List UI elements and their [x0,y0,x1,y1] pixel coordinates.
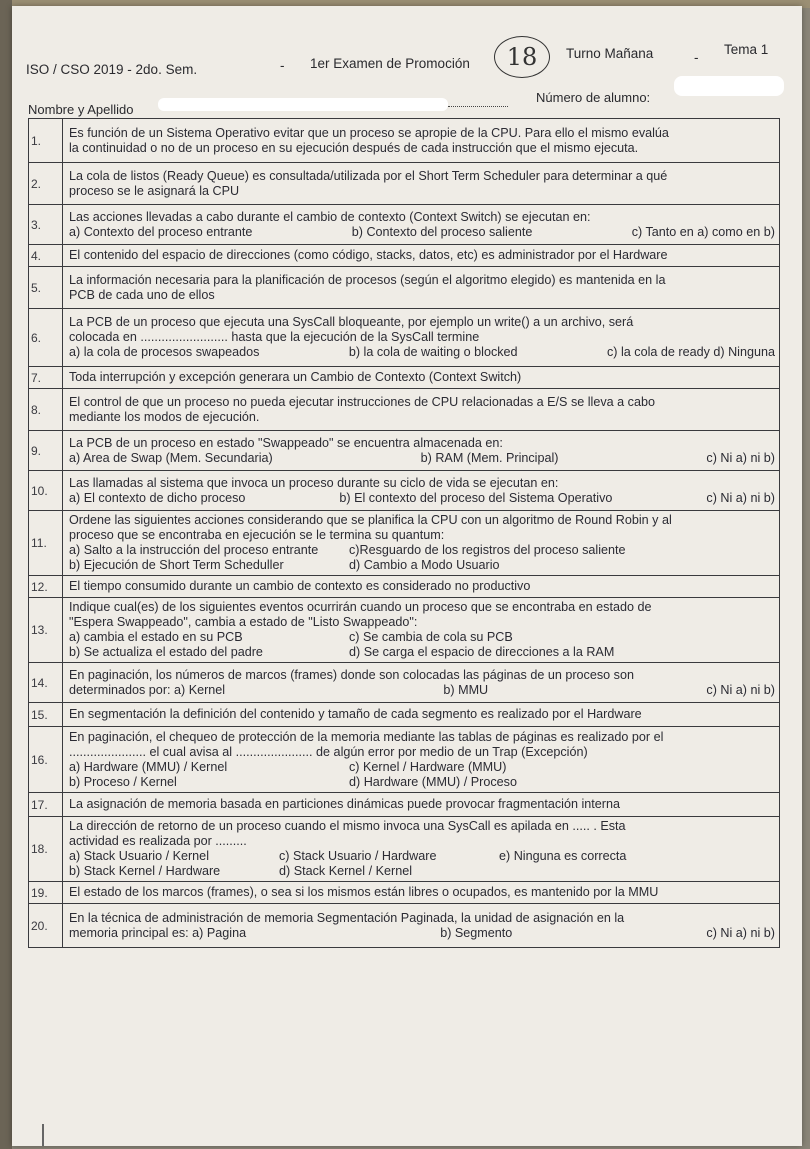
redacted-student-number [674,76,784,96]
exam-sheet [12,6,802,1146]
answer-option: d) Stack Kernel / Kernel [279,864,412,878]
question-row [29,793,780,817]
question-number: 3. [29,205,63,245]
answer-option: memoria principal es: a) Pagina [69,925,247,940]
topic-label: Tema 1 [724,42,769,57]
question-line: La asignación de memoria basada en particiones dinámicas puede provocar fragmentación interna [69,797,620,811]
answer-option: b) Stack Kernel / Hardware [69,864,221,878]
answer-option: b) Contexto del proceso saliente [351,224,533,239]
header-separator: - [280,58,285,73]
answer-option: a) Hardware (MMU) / Kernel [69,759,228,774]
answer-option: b) Ejecución de Short Term Scheduller [69,558,284,572]
margin-mark [42,1124,44,1146]
answer-option: b) Se actualiza el estado del padre [69,645,263,659]
question-row [29,817,780,882]
answer-option: a) cambia el estado en su PCB [69,630,243,644]
question-line: mediante los modos de ejecución. [69,409,260,424]
question-line: la continuidad o no de un proceso en su ejecución después de cada instrucción que el mismo ejecuta. [69,140,639,155]
question-text [63,205,780,245]
answer-option: d) Hardware (MMU) / Proceso [349,774,517,789]
questions-table [28,118,780,948]
question-line: actividad es realizada por ......... [69,834,247,848]
question-number: 5. [29,267,63,309]
answer-option: c) Ni a) ni b) [706,682,775,697]
question-line: proceso se le asignará la CPU [69,183,240,198]
student-info [28,88,788,117]
answer-options-row [69,849,775,864]
question-line: La cola de listos (Ready Queue) es consultada/utilizada por el Short Term Scheduler para determinar a qué [69,168,668,183]
shift-label: Turno Mañana [566,46,654,61]
redacted-name [158,98,448,111]
answer-option: c)Resguardo de los registros del proceso saliente [349,543,626,557]
question-row [29,431,780,471]
question-line: Las acciones llevadas a cabo durante el cambio de contexto (Context Switch) se ejecutan en: [69,209,591,224]
question-number: 15. [29,703,63,727]
question-line: Toda interrupción y excepción generara un Cambio de Contexto (Context Switch) [69,370,522,384]
header-separator: - [694,50,699,65]
answer-options-row [69,558,775,573]
question-number: 9. [29,431,63,471]
question-number: 17. [29,793,63,817]
question-text [63,267,780,309]
question-number: 12. [29,576,63,598]
answer-option: b) Segmento [440,925,513,940]
photo-background-left [0,0,12,1149]
question-text [63,367,780,389]
answer-option: c) Tanto en a) como en b) [631,224,775,239]
question-number: 4. [29,245,63,267]
answer-option: b) MMU [443,682,489,697]
question-text [63,882,780,904]
question-text [63,663,780,703]
question-line: Las llamadas al sistema que invoca un proceso durante su ciclo de vida se ejecutan en: [69,475,559,490]
question-text [63,431,780,471]
question-row [29,511,780,576]
answer-option: determinados por: a) Kernel [69,682,226,697]
question-line: colocada en ......................... hasta que la ejecución de la SysCall termine [69,330,480,344]
answer-options-row [69,775,775,790]
answer-options [69,926,775,941]
answer-option: a) Contexto del proceso entrante [69,224,253,239]
answer-option: c) Ni a) ni b) [706,450,775,465]
question-line: En la técnica de administración de memoria Segmentación Paginada, la unidad de asignación en la [69,910,625,925]
question-text [63,904,780,948]
question-line: El estado de los marcos (frames), o sea si los mismos están libres o ocupados, es mantenido por la MMU [69,885,659,899]
question-row [29,309,780,367]
question-line: proceso que se encontraba en ejecución se le termina su quantum: [69,528,445,542]
question-number: 14. [29,663,63,703]
question-number: 1. [29,119,63,163]
question-text [63,598,780,663]
question-line: Ordene las siguientes acciones considerando que se planifica la CPU con un algoritmo de Round Robin y al [69,513,672,527]
answer-option: a) El contexto de dicho proceso [69,490,246,505]
question-text [63,309,780,367]
question-row [29,205,780,245]
question-number: 10. [29,471,63,511]
course-label: ISO / CSO 2019 - 2do. Sem. [26,62,198,77]
answer-options [69,491,775,506]
question-text [63,511,780,576]
exam-title: 1er Examen de Promoción [310,56,470,71]
question-row [29,904,780,948]
answer-options [69,225,775,240]
question-number: 19. [29,882,63,904]
question-line: El tiempo consumido durante un cambio de contexto es considerado no productivo [69,579,531,593]
answer-option: c) la cola de ready d) Ninguna [606,345,775,359]
question-number: 2. [29,163,63,205]
answer-options-row [69,543,775,558]
answer-options-row [69,630,775,645]
question-row [29,598,780,663]
question-row [29,245,780,267]
question-row [29,882,780,904]
question-line: Indique cual(es) de los siguientes eventos ocurrirán cuando un proceso que se encontraba en estado de [69,600,652,614]
question-line: Es función de un Sistema Operativo evitar que un proceso se apropie de la CPU. Para ello el mismo evalúa [69,125,669,140]
question-line: La PCB de un proceso en estado "Swappeado" se encuentra almacenada en: [69,435,503,450]
question-row [29,267,780,309]
question-text [63,703,780,727]
answer-option: c) Kernel / Hardware (MMU) [349,759,507,774]
answer-option: b) Proceso / Kernel [69,774,177,789]
question-number: 16. [29,727,63,793]
question-line: En segmentación la definición del contenido y tamaño de cada segmento es realizado por el Hardware [69,707,642,721]
answer-option: c) Ni a) ni b) [706,490,775,505]
question-line: La dirección de retorno de un proceso cuando el mismo invoca una SysCall es apilada en ..... . Esta [69,819,626,833]
question-text [63,576,780,598]
answer-options [69,683,775,698]
question-number: 11. [29,511,63,576]
answer-option: c) Se cambia de cola su PCB [349,630,513,644]
question-row [29,663,780,703]
question-row [29,703,780,727]
question-line: El control de que un proceso no pueda ejecutar instrucciones de CPU relacionadas a E/S se lleva a cabo [69,394,655,409]
answer-option: c) Ni a) ni b) [706,925,775,940]
answer-option: a) la cola de procesos swapeados [69,345,260,359]
question-text [63,817,780,882]
answer-option: c) Stack Usuario / Hardware [279,849,437,863]
answer-option: a) Area de Swap (Mem. Secundaria) [69,450,273,465]
question-row [29,119,780,163]
answer-option: b) RAM (Mem. Principal) [420,450,559,465]
question-number: 13. [29,598,63,663]
answer-options-row [69,760,775,775]
answer-options-row [69,864,775,879]
question-line: "Espera Swappeado", cambia a estado de "Listo Swappeado": [69,615,418,629]
answer-options [69,345,775,360]
question-text [63,245,780,267]
question-number: 8. [29,389,63,431]
question-text [63,163,780,205]
answer-option: a) Salto a la instrucción del proceso entrante [69,543,319,557]
question-number: 20. [29,904,63,948]
question-text [63,119,780,163]
answer-option: a) Stack Usuario / Kernel [69,849,209,863]
answer-option: b) El contexto del proceso del Sistema Operativo [339,490,613,505]
question-number: 18. [29,817,63,882]
question-row [29,576,780,598]
answer-option: e) Ninguna es correcta [499,849,627,863]
question-text [63,727,780,793]
question-row [29,727,780,793]
question-line: ...................... el cual avisa al ...................... de algún error por medio de un Trap (Excepción) [69,744,588,759]
answer-option: b) la cola de waiting o blocked [348,345,518,359]
answer-option: d) Se carga el espacio de direcciones a la RAM [349,645,615,659]
question-line: La información necesaria para la planificación de procesos (según el algoritmo elegido) es mantenida en la [69,272,666,287]
answer-options-row [69,645,775,660]
question-row [29,163,780,205]
question-text [63,471,780,511]
name-dotted-line [448,106,508,107]
question-row [29,367,780,389]
question-number: 6. [29,309,63,367]
question-line: En paginación, los números de marcos (frames) donde son colocadas las páginas de un proceso son [69,667,634,682]
question-number: 7. [29,367,63,389]
name-label: Nombre y Apellido [28,102,134,117]
question-text [63,389,780,431]
student-number-label: Número de alumno: [536,90,651,105]
question-line: La PCB de un proceso que ejecuta una SysCall bloqueante, por ejemplo un write() a un archivo, será [69,315,634,329]
question-row [29,389,780,431]
question-line: El contenido del espacio de direcciones (como código, stacks, datos, etc) es administrador por el Hardware [69,248,668,262]
handwritten-grade: 18 [494,36,550,78]
exam-header [26,44,786,84]
answer-option: d) Cambio a Modo Usuario [349,558,500,572]
question-line: PCB de cada uno de ellos [69,287,215,302]
question-row [29,471,780,511]
question-text [63,793,780,817]
question-line: En paginación, el chequeo de protección de la memoria mediante las tablas de páginas es realizado por el [69,729,664,744]
answer-options [69,451,775,466]
